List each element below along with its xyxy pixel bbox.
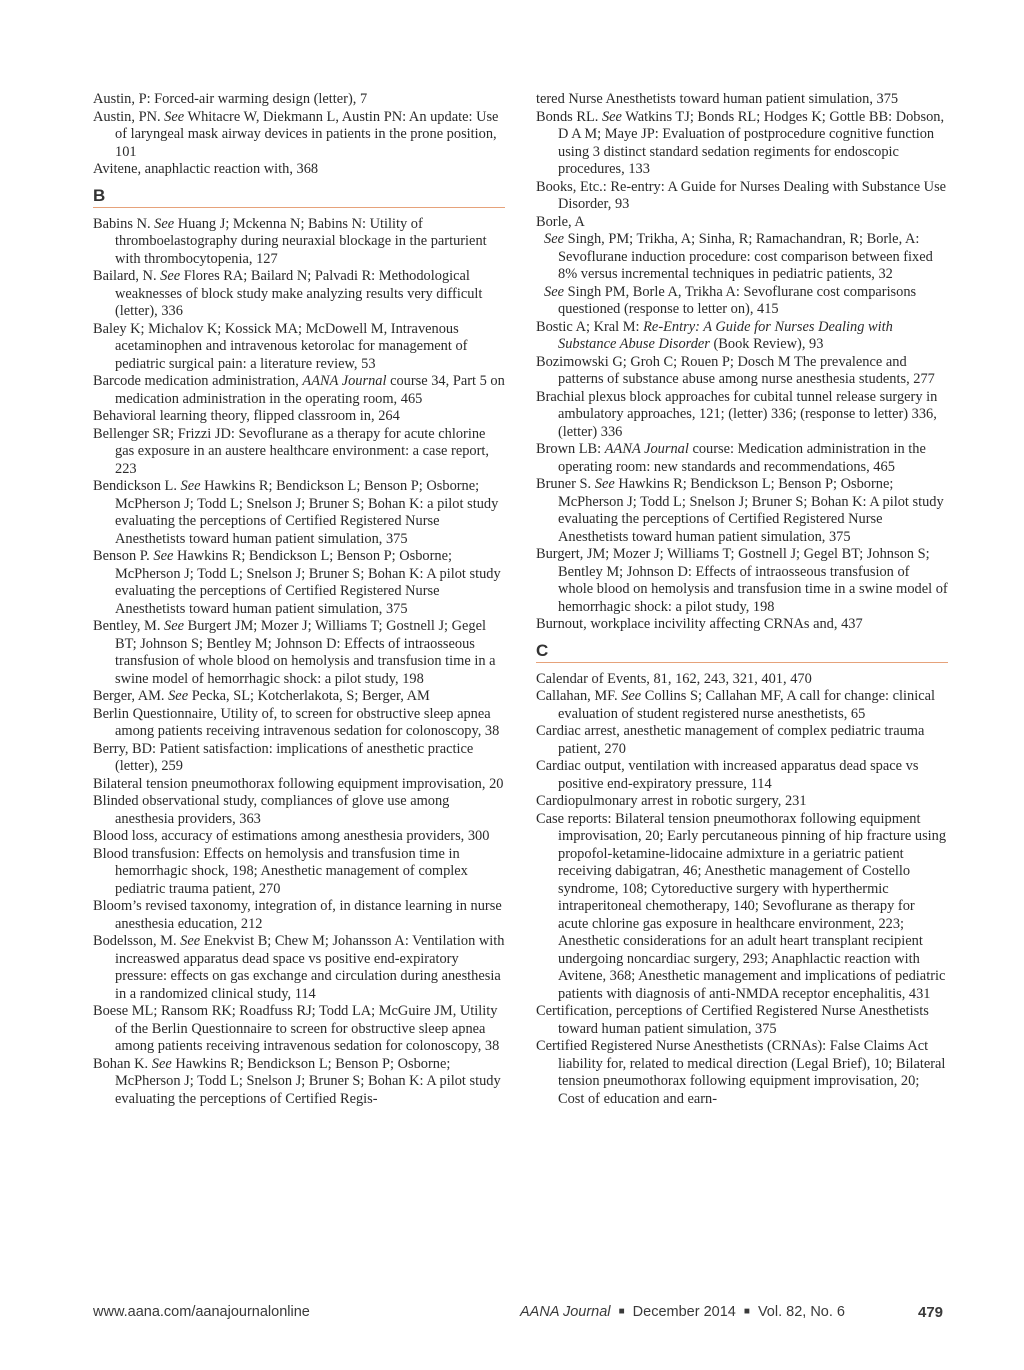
index-entry: Cardiac output, ventilation with increased apparatus dead space vs positive end-expiratory pressure, 114 bbox=[536, 758, 919, 792]
index-entry: Burnout, workplace incivility affecting CRNAs and, 437 bbox=[536, 616, 863, 632]
index-entry: Bohan K. See Hawkins R; Bendickson L; Benson P; Osborne; McPherson J; Todd L; Snelson J; Bruner S; Bohan K: A pilot study evaluating the perceptions of Certified Regis- bbox=[93, 1055, 501, 1107]
index-entry: Bodelsson, M. See Enekvist B; Chew M; Johansson A: Ventilation with increaswed apparatus dead space vs positive end-expiratory pressure: effects on gas exchange and circulation during anesthesia in a randomized clinical study, 114 bbox=[93, 933, 505, 1002]
index-entry: Brachial plexus block approaches for cubital tunnel release surgery in ambulatory approaches, 121; (letter) 336; (response to letter) 336, (letter) 336 bbox=[536, 388, 938, 440]
index-entry: Borle, A bbox=[536, 213, 585, 230]
index-subentry: See Singh, PM; Trikha, A; Sinha, R; Ramachandran, R; Borle, A: Sevoflurane induction procedure: cost comparison between fixed 8% versus incremental techniques in pediatric patients, 32 bbox=[544, 231, 933, 282]
section-letter-b: B bbox=[93, 185, 505, 208]
index-entry: Berger, AM. See Pecka, SL; Kotcherlakota, S; Berger, AM bbox=[93, 688, 430, 704]
page-number: 479 bbox=[918, 1304, 944, 1321]
index-entry: Austin, P: Forced-air warming design (letter), 7 bbox=[93, 91, 368, 107]
index-entry: Bentley, M. See Burgert JM; Mozer J; Williams T; Gostnell J; Gegel BT; Johnson S; Bentley M; Johnson D: Effects of intraosseous transfusion of whole blood on hemolysis and transfusion time in a swine model of hemorrhagic shock: a pilot study, 198 bbox=[93, 618, 496, 687]
pre-b-entries bbox=[93, 91, 505, 179]
right-column bbox=[536, 91, 948, 1108]
index-entry: Case reports: Bilateral tension pneumothorax following equipment improvisation, 20; Early percutaneous pinning of hip fracture using propofol-ketamine-lidocaine admixture in a geriatric patient receiving dabigatran, 46; Anesthetic management of Costello syndrome, 108; Cytoreductive surgery with hyperthermic intraperitoneal chemotherapy, 140; Sevoflurane as therapy for acute chlorine gas exposure in healthcare environment, 223; Anesthetic considerations for an adult heart transplant recipient undergoing noncardiac surgery, 293; Anaphlactic reaction with Avitene, 368; Anesthetic management and implications of pediatric patients with diagnosis of anti-NMDA receptor encephalitis, 431 bbox=[536, 810, 947, 1002]
index-entry: Berlin Questionnaire, Utility of, to screen for obstructive sleep apnea among patients receiving intravenous sedation for colonoscopy, 38 bbox=[93, 705, 500, 739]
index-entry: Certified Registered Nurse Anesthetists (CRNAs): False Claims Act liability for, related to medical direction (Legal Brief), 10; Bilateral tension pneumothorax following equipment improvisation, 20; Cost of education and earn- bbox=[536, 1038, 946, 1107]
index-entry: Bailard, N. See Flores RA; Bailard N; Palvadi R: Methodological weaknesses of block study make analyzing results very difficult (letter), 336 bbox=[93, 268, 483, 319]
index-entry: Blood loss, accuracy of estimations among anesthesia providers, 300 bbox=[93, 828, 490, 844]
footer-journal-info bbox=[520, 1304, 845, 1320]
index-entry: Baley K; Michalov K; Kossick MA; McDowell M, Intravenous acetaminophen and intravenous ketorolac for management of pediatric surgical pain: a literature review, 53 bbox=[93, 320, 468, 372]
index-entry: Blood transfusion: Effects on hemolysis and transfusion time in hemorrhagic shock, 198; Anesthetic management of complex pediatric trauma patient, 270 bbox=[93, 845, 468, 897]
index-entry: Certification, perceptions of Certified Registered Nurse Anesthetists toward human patient simulation, 375 bbox=[536, 1003, 929, 1037]
left-column bbox=[93, 91, 505, 1108]
index-entry: Bilateral tension pneumothorax following equipment improvisation, 20 bbox=[93, 775, 504, 792]
section-letter-c: C bbox=[536, 640, 948, 663]
footer-journal-name: AANA Journal bbox=[520, 1304, 611, 1320]
footer-separator: ■ bbox=[743, 1306, 750, 1317]
b-entries-continued bbox=[536, 91, 948, 231]
index-entry: Books, Etc.: Re-entry: A Guide for Nurses Dealing with Substance Use Disorder, 93 bbox=[536, 178, 947, 212]
index-entry: Benson P. See Hawkins R; Bendickson L; Benson P; Osborne; McPherson J; Todd L; Snelson J; Bruner S; Bohan K: A pilot study evaluating the perceptions of Certified Registered Nurse Anesthetists toward human patient simulation, 375 bbox=[93, 548, 501, 617]
index-entry: Austin, PN. See Whitacre W, Diekmann L, Austin PN: An update: Use of laryngeal mask airway devices in patients in the prone position, 101 bbox=[93, 108, 499, 160]
index-entry: Bostic A; Kral M: Re-Entry: A Guide for Nurses Dealing with Substance Abuse Disorder (Book Review), 93 bbox=[536, 318, 893, 352]
footer-volume: Vol. 82, No. 6 bbox=[757, 1304, 845, 1320]
index-entry: Cardiac arrest, anesthetic management of complex pediatric trauma patient, 270 bbox=[536, 723, 925, 757]
index-entry: Bendickson L. See Hawkins R; Bendickson L; Benson P; Osborne; McPherson J; Todd L; Snelson J; Bruner S; Bohan K: a pilot study evaluating the perceptions of Certified Registered Nurse Anesthetists toward human patient simulation, 375 bbox=[93, 478, 499, 547]
index-entry: Blinded observational study, compliances of glove use among anesthesia providers, 363 bbox=[93, 793, 450, 827]
footer-url: www.aana.com/aanajournalonline bbox=[93, 1304, 310, 1320]
index-entry: Avitene, anaphlactic reaction with, 368 bbox=[93, 161, 319, 177]
index-subentry: See Singh PM, Borle A, Trikha A: Sevoflurane cost comparisons questioned (response to letter on), 415 bbox=[544, 283, 917, 317]
index-entry: Babins N. See Huang J; Mckenna N; Babins N: Utility of thromboelastography during neuraxial blockage in the parturient with thrombocytopenia, 127 bbox=[93, 215, 487, 267]
index-entry: Bloom’s revised taxonomy, integration of, in distance learning in nurse anesthesia education, 212 bbox=[93, 898, 502, 932]
index-entry: Bruner S. See Hawkins R; Bendickson L; Benson P; Osborne; McPherson J; Todd L; Snelson J; Bruner S; Bohan K: A pilot study evaluating the perceptions of Certified Registered Nurse Anesthetists toward human patient simulation, 375 bbox=[536, 476, 944, 545]
c-entries bbox=[536, 671, 948, 1109]
index-entry: tered Nurse Anesthetists toward human patient simulation, 375 bbox=[536, 91, 899, 107]
footer-issue-date: December 2014 bbox=[632, 1304, 736, 1320]
index-entry: Bozimowski G; Groh C; Rouen P; Dosch M The prevalence and patterns of substance abuse among nurse anesthesia students, 277 bbox=[536, 353, 935, 387]
index-entry: Barcode medication administration, AANA Journal course 34, Part 5 on medication administration in the operating room, 465 bbox=[93, 373, 505, 407]
footer-separator: ■ bbox=[618, 1306, 625, 1317]
index-entry: Callahan, MF. See Collins S; Callahan MF, A call for change: clinical evaluation of student registered nurse anesthetists, 65 bbox=[536, 688, 935, 722]
borle-subentries bbox=[536, 231, 948, 319]
index-entry: Bonds RL. See Watkins TJ; Bonds RL; Hodges K; Gottle BB: Dobson, D A M; Maye JP: Evaluation of postprocedure cognitive function using 3 distinct standard sedation regiments for endoscopic procedures, 133 bbox=[536, 108, 945, 177]
b-entries-more bbox=[536, 319, 948, 634]
index-entry: Bellenger SR; Frizzi JD: Sevoflurane as a therapy for acute chlorine gas exposure in an austere healthcare environment: a case report, 223 bbox=[93, 425, 489, 477]
index-entry: Berry, BD: Patient satisfaction: implications of anesthetic practice (letter), 259 bbox=[93, 740, 474, 774]
index-entry: Brown LB: AANA Journal course: Medication administration in the operating room: new standards and recommendations, 465 bbox=[536, 441, 926, 475]
index-entry: Burgert, JM; Mozer J; Williams T; Gostnell J; Gegel BT; Johnson S; Bentley M; Johnson D: Effects of intraosseous transfusion of whole blood on hemolysis and transfusion time in a swine model of hemorrhagic shock: a pilot study, 198 bbox=[536, 546, 948, 615]
b-entries bbox=[93, 216, 505, 1109]
index-entry: Behavioral learning theory, flipped classroom in, 264 bbox=[93, 408, 400, 424]
index-entry: Cardiopulmonary arrest in robotic surgery, 231 bbox=[536, 793, 807, 809]
index-entry: Calendar of Events, 81, 162, 243, 321, 401, 470 bbox=[536, 670, 812, 687]
index-entry: Boese ML; Ransom RK; Roadfuss RJ; Todd LA; McGuire JM, Utility of the Berlin Questionnaire to screen for obstructive sleep apnea among patients receiving intravenous sedation for colonoscopy, 38 bbox=[93, 1003, 500, 1054]
